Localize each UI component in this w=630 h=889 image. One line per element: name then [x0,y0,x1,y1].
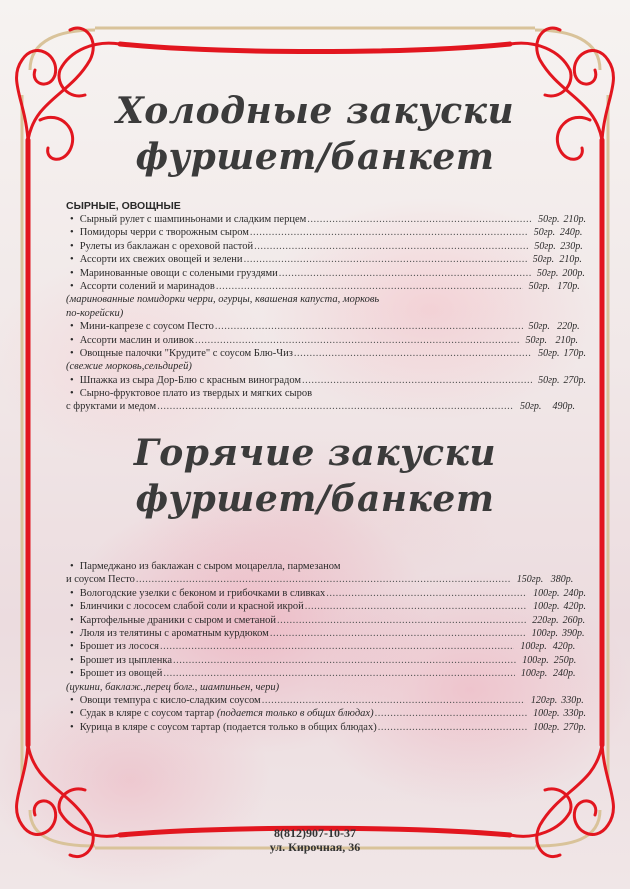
item-weight: 150гр. [516,574,544,586]
menu-item: • Пармеджано из баклажан с сыром моцарелла, пармезаном [70,561,341,572]
menu-item: • Сырный рулет с шампиньонами и сладким перцем ..... 50гр. 210р. [66,213,586,226]
item-price: 250р. [553,654,577,666]
menu-item: • Сырно-фруктовое плато из твердых и мягких сыров [70,388,313,400]
item-price: 270р. [563,721,586,733]
cold-title-line2: фуршет/банкет [135,136,495,178]
item-price: 240р. [552,668,576,680]
menu-item: • Мини-капрезе с соусом Песто ..... 50гр. 220р. [66,320,586,333]
menu-item: • Помидоры черри с творожным сыром ..... 50гр. 240р. [66,226,586,239]
item-name: Вологодские узелки с беконом и грибочками в сливках [79,587,326,599]
menu-item: • Ассорти солений и маринадов ..... 50гр. 170р. [66,280,586,293]
item-price: 170р. [557,280,580,292]
item-price: 200р. [562,267,585,279]
hot-menu [66,560,586,734]
item-name: Сырно-фруктовое плато из твердых и мягких сыров [79,388,313,400]
menu-item: • Брошет из лосося ..... 100гр. 420р. [66,640,586,653]
item-price: 270р. [563,374,586,386]
menu-item: • Овощи темпура с кисло-сладким соусом ..... 120гр. 330р. [66,694,586,707]
hot-items-group [66,694,586,734]
item-weight: 50гр. [533,227,556,239]
item-name: Брошет из овощей [79,668,163,680]
item-weight: 220гр. [532,614,559,626]
menu-note: (цукини, баклаж.,перец болг., шампиньен, чери) [66,681,280,693]
item-weight: 100гр. [533,587,560,599]
item-weight: 50гр. [525,334,547,346]
item-price: 490р. [552,401,575,413]
item-weight: 100гр. [520,668,548,680]
item-weight: 50гр. [536,267,559,279]
hot-snacks-title [0,430,630,522]
item-name: Овощные палочки "Крудите" с соусом Блю-Чиз [79,347,293,359]
menu-note: по-корейски) [66,307,124,319]
item-name: с фруктами и медом [66,401,157,413]
item-price: 240р. [563,587,586,599]
item-price: 380р. [550,574,574,586]
item-weight: 50гр. [528,280,551,292]
item-name: и соусом Песто [66,574,135,586]
item-name: Брошет из цыпленка [79,654,172,666]
menu-item: • Вологодские узелки с беконом и грибочками в сливках ..... 100гр. 240р. [66,587,586,600]
item-weight: 50гр. [538,347,560,359]
cold-items-group [66,374,586,387]
hot-items-group [66,587,586,681]
menu-item [66,573,586,586]
item-weight: 50гр. [534,240,556,252]
item-name: Курица в кляре с соусом тартар (подается только в общих блюдах) [79,721,377,733]
item-weight: 50гр. [528,321,550,333]
cold-items-group [66,213,586,293]
item-name: Овощи темпура с кисло-сладким соусом [79,694,261,706]
item-weight: 50гр. [532,254,555,266]
address: ул. Кирочная, 36 [269,840,361,854]
phone-number: 8(812)907-10-37 [274,826,356,840]
item-price: 420р. [552,641,576,653]
item-price: 210р. [555,334,579,346]
item-price: 260р. [562,614,586,626]
item-price: 420р. [563,601,586,613]
cold-snacks-title [0,88,630,180]
item-name: Судак в кляре с соусом тартар [79,708,215,720]
item-name: Ассорти маслин и оливок [79,334,194,346]
item-name: Пармеджано из баклажан с сыром моцарелла, пармезаном [79,561,341,572]
item-name: Ассорти их свежих овощей и зелени [79,254,243,266]
item-weight: 50гр. [519,401,542,413]
menu-note: (маринованные помидорки черри, огурцы, квашеная капуста, морковь [66,294,380,306]
item-name: Мини-капрезе с соусом Песто [79,321,214,333]
hot-title-line1: Горячие закуски [133,432,497,474]
item-weight: 50гр. [538,374,560,386]
menu-item: • Брошет из цыпленка ..... 100гр. 250р. [66,654,586,667]
menu-item: • Блинчики с лососем слабой соли и красной икрой ..... 100гр. 420р. [66,600,586,613]
item-price: 210р. [563,214,586,225]
item-name: Сырный рулет с шампиньонами и сладким перцем [79,214,307,225]
section-heading: СЫРНЫЕ, ОВОЩНЫЕ [66,200,181,212]
item-price: 390р. [561,627,585,639]
item-name: Помидоры черри с творожным сыром [79,227,249,239]
item-weight: 50гр. [538,214,560,225]
item-name: Рулеты из баклажан с ореховой пастой [79,240,254,252]
item-weight: 100гр. [533,721,560,733]
item-name: Брошет из лосося [79,641,159,653]
item-price: 170р. [563,347,586,359]
item-weight: 100гр. [533,708,560,720]
item-weight: 100гр. [531,627,558,639]
menu-item: • Ассорти их свежих овощей и зелени ..... 50гр. 210р. [66,253,586,266]
menu-item: • Брошет из овощей ..... 100гр. 240р. [66,667,586,680]
menu-item: • Овощные палочки "Крудите" с соусом Блю-Чиз ..... 50гр. 170р. [66,347,586,360]
menu-item: • Рулеты из баклажан с ореховой пастой ..... 50гр. 230р. [66,240,586,253]
cold-menu [66,200,586,414]
hot-title-line2: фуршет/банкет [135,478,495,520]
item-weight: 100гр. [520,641,547,653]
item-weight: 120гр. [530,694,558,706]
menu-item [66,400,586,413]
cold-title-line1: Холодные закуски [115,90,515,132]
item-name-note: (подается только в общих блюдах) [216,708,374,720]
menu-item: • Ассорти маслин и оливок ..... 50гр. 210р. [66,334,586,347]
item-weight: 100гр. [533,601,560,613]
menu-note: (свежие морковь,сельдирей) [66,361,192,373]
item-price: 330р. [561,694,584,706]
menu-item: • Люля из телятины с ароматным курдюком ..... 100гр. 390р. [66,627,586,640]
item-name: Шпажка из сыра Дор-Блю с красным виноградом [79,374,302,386]
item-name: Люля из телятины с ароматным курдюком [79,627,269,639]
menu-item: • Судак в кляре с соусом тартар (подается только в общих блюдах) ..... 100гр. 330р. [66,707,586,720]
cold-items-group [66,320,586,360]
item-name: Маринованные овощи с солеными груздями [79,267,278,279]
item-price: 330р. [563,708,586,720]
item-price: 220р. [557,321,580,333]
menu-item: • Курица в кляре с соусом тартар (подается только в общих блюдах) ..... 100гр. 270р. [66,721,586,734]
item-weight: 100гр. [522,654,549,666]
item-price: 240р. [559,227,583,239]
menu-item: • Маринованные овощи с солеными груздями ..... 50гр. 200р. [66,267,586,280]
item-name: Блинчики с лососем слабой соли и красной икрой [79,601,304,613]
item-price: 210р. [559,254,582,266]
menu-item: • Картофельные драники с сыром и сметаной ..... 220гр. 260р. [66,614,586,627]
item-name: Ассорти солений и маринадов [79,280,215,292]
item-name: Картофельные драники с сыром и сметаной [79,614,276,626]
item-price: 230р. [560,240,583,252]
menu-item: • Шпажка из сыра Дор-Блю с красным виноградом ..... 50гр. 270р. [66,374,586,387]
